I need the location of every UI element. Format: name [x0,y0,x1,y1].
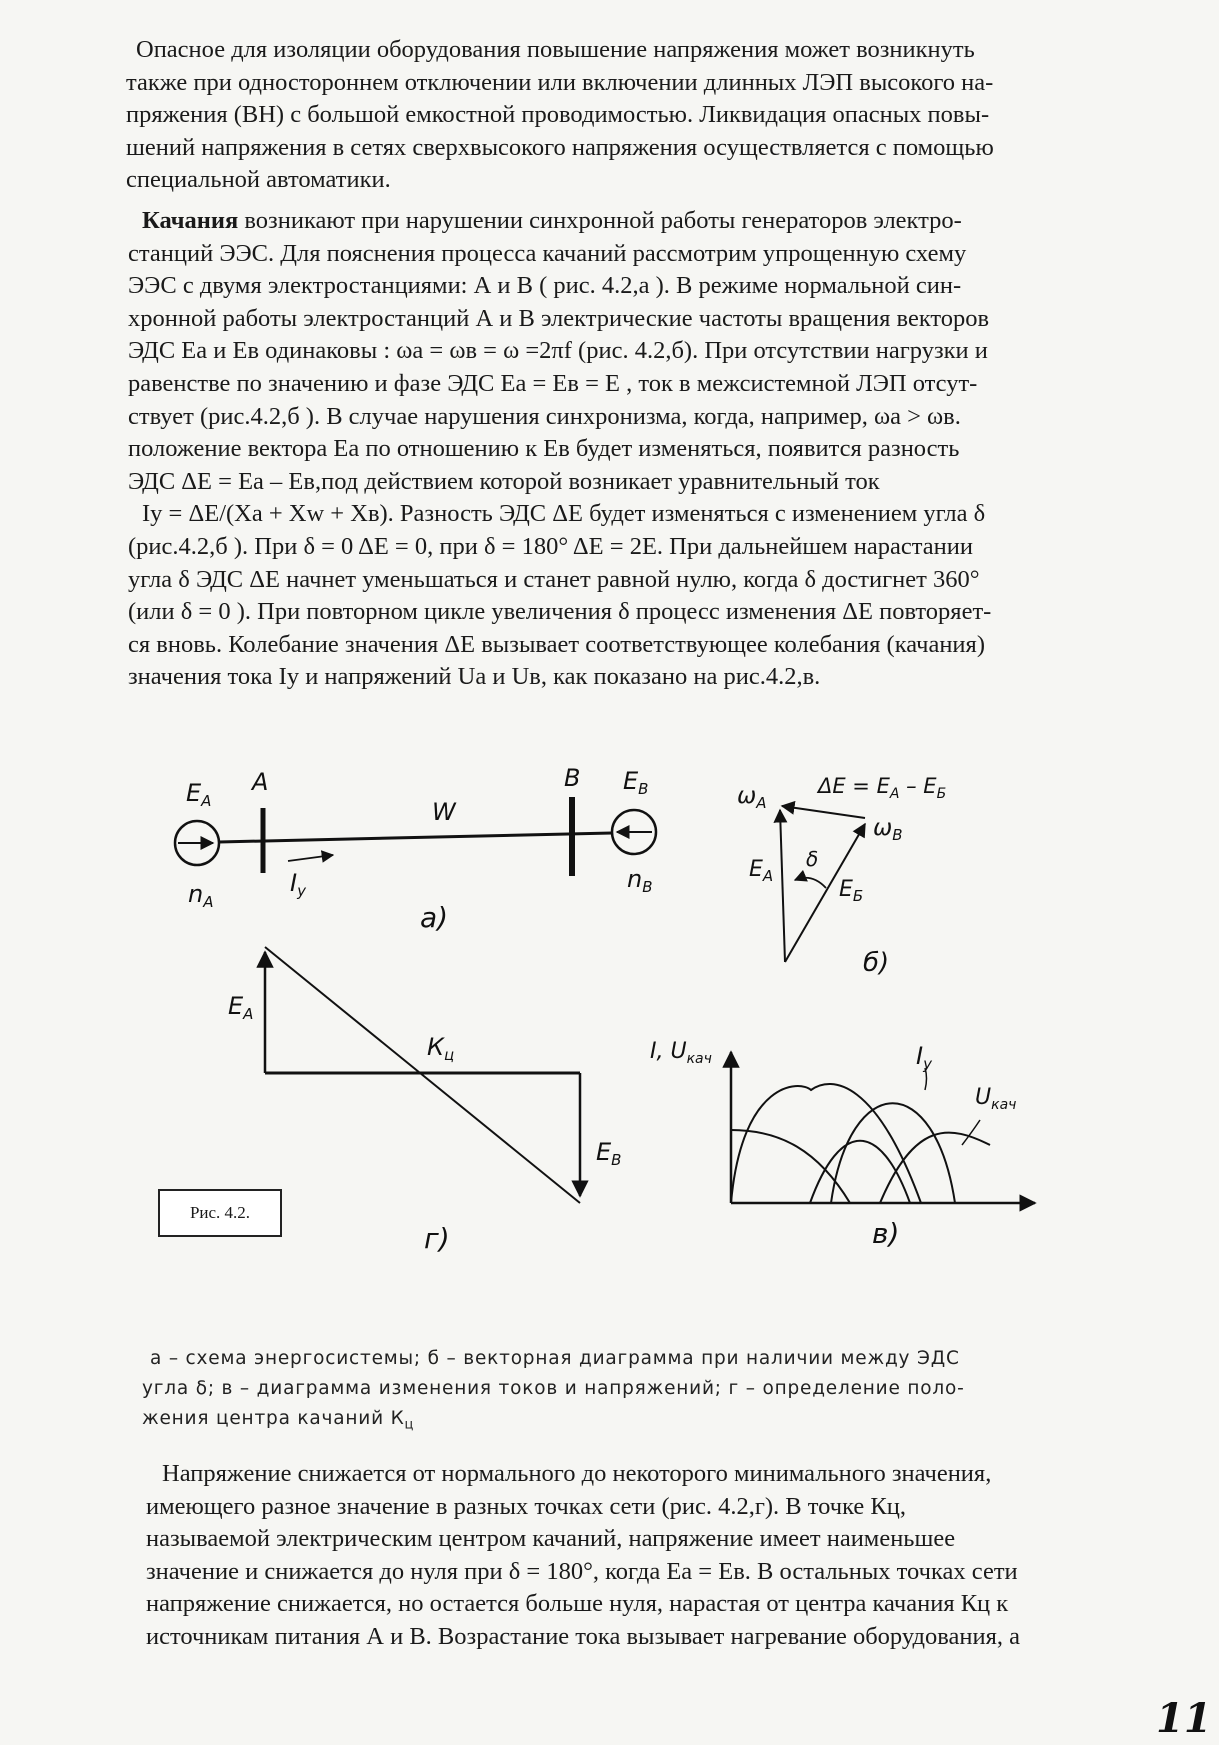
text-line: ЭДС Еа и Ев одинаковы : ωа = ωв = ω =2πf (рис. 4.2,б). При отсутствии нагрузки и [128,337,988,365]
label-iy: $I_у$ [290,869,306,900]
curve-iy-2 [831,1103,955,1203]
label-omega-b: $\omega_В$ [873,815,903,844]
label-eb: $Е_В$ [623,767,649,798]
text-line: называемой электрическим центром качаний, напряжение имеет наименьшее [146,1525,956,1553]
text-line: источникам питания А и В. Возрастание тока вызывает нагревание оборудования, а [146,1622,1021,1650]
text-line: также при одностороннем отключении или включении длинных ЛЭП высокого на- [126,68,994,96]
label-iy-curve: $I_у$ [916,1042,932,1073]
vector-diagram [737,774,946,978]
label-angle-delta: δ [806,847,819,871]
text-line: специальной автоматики. [126,166,391,194]
text-line: шений напряжения в сетях сверхвысокого напряжения осуществляется с помощью [126,133,994,161]
label-na: $n_А$ [188,880,214,911]
subfigure-tag-a: а) [420,901,449,934]
text-line: равенстве по значению и фазе ЭДС Еа = Ев = Е , ток в межсистемной ЛЭП отсут- [128,369,978,397]
label-vector-ea: $Е_А$ [749,857,774,885]
text-line: напряжение снижается, но остается больше нуля, нарастая от центра качания Кц к [146,1590,1009,1618]
label-eb-g: $Е_В$ [596,1138,622,1169]
subfigure-tag-g: г) [424,1222,450,1255]
leader-ukach [962,1120,980,1145]
label-kc: $К_ц$ [427,1033,455,1064]
text-line: ЭЭС с двумя электростанциями: А и В ( рис. 4.2,а ). В режиме нормальной син- [128,272,962,300]
label-bus-b: В [564,764,581,792]
text-line: Напряжение снижается от нормального до некоторого минимального значения, [162,1460,992,1487]
angle-delta-arc [795,878,826,888]
label-ukach-curve: $U_{кач}$ [975,1085,1017,1113]
text-line: положение вектора Еа по отношению к Ев будет изменяться, появится разность [128,435,960,463]
label-ea: $Е_А$ [186,779,212,810]
caption-line: угла δ; в – диаграмма изменения токов и напряжений; г – определение поло- [142,1378,965,1399]
vector-delta-e [782,806,865,818]
label-bus-a: А [252,768,269,796]
swing-center-diagram [228,947,621,1255]
text-line: ся вновь. Колебание значения ΔЕ вызывает соответствующее колебания (качания) [128,630,985,658]
text-line: (или δ = 0 ). При повторном цикле увеличения δ процесс изменения ΔЕ повторяет- [128,598,992,626]
text-line: имеющего разное значение в разных точках сети (рис. 4.2,г). В точке Кц, [146,1492,906,1520]
curve-iy-1 [731,1084,921,1203]
text-line: Iу = ΔЕ/(Ха + Хw + Хв). Разность ЭДС ΔЕ будет изменяться с изменением угла δ [142,500,986,528]
iy-arrow [288,855,333,861]
subfigure-tag-b: б) [863,948,890,978]
caption-line: а – схема энергосистемы; б – векторная диаграмма при наличии между ЭДС [150,1348,960,1369]
caption-line: жения центра качаний $К_ц$ [142,1408,415,1433]
page-number: 11 [1156,1695,1212,1742]
text-line: ствует (рис.4.2,б ). В случае нарушения синхронизма, когда, например, ωа > ωв. [128,402,961,430]
label-nb: $n_В$ [627,865,653,896]
label-w: W [432,798,456,826]
text-line: Опасное для изоляции оборудования повышение напряжения может возникнуть [136,36,975,63]
subfigure-tag-v: в) [872,1217,900,1250]
figure-label-box: Рис. 4.2. [158,1189,282,1237]
figure-caption [142,1344,1110,1441]
paragraph-3 [146,1458,1020,1654]
curve-ukach-3 [880,1133,990,1203]
voltage-distribution-line [265,947,580,1203]
oscillation-diagram [650,1039,1035,1250]
transmission-line-w [219,833,612,842]
label-axis: I, $U_{кач}$ [650,1039,712,1067]
text-line: значение и снижается до нуля при δ = 180°, когда Еа = Ев. В остальных точках сети [146,1557,1018,1585]
power-system-scheme [175,764,656,934]
caption-subscript: ц [404,1417,415,1433]
text-line: угла δ ЭДС ΔЕ начнет уменьшаться и станет равной нулю, когда δ достигнет 360° [128,565,980,593]
label-omega-a: $\omega_А$ [737,783,767,812]
label-vector-eb: $Е_Б$ [839,877,864,905]
text-line: (рис.4.2,б ). При δ = 0 ΔЕ = 0, при δ = 180° ΔЕ = 2Е. При дальнейшем нарастании [128,532,973,560]
text-line: станций ЭЭС. Для пояснения процесса качаний рассмотрим упрощенную схему [128,239,967,267]
text-line: пряжения (ВН) с большой емкостной проводимостью. Ликвидация опасных повы- [126,101,990,129]
bold-term: Качания [142,207,239,234]
label-delta-e: $\Delta Е = Е_А - Е_Б$ [818,774,947,802]
vector-ea [780,810,785,962]
text-line: ЭДС ΔЕ = Еа – Ев,под действием которой возникает уравнительный ток [128,467,880,495]
text-line: хронной работы электростанций А и В электрические частоты вращения векторов [128,304,990,332]
text-span: возникают при нарушении синхронной работы генераторов электро- [238,207,962,234]
text-line: значения тока Iу и напряжений Uа и Uв, как показано на рис.4.2,в. [128,663,821,691]
label-ea-g: $Е_А$ [228,992,254,1023]
